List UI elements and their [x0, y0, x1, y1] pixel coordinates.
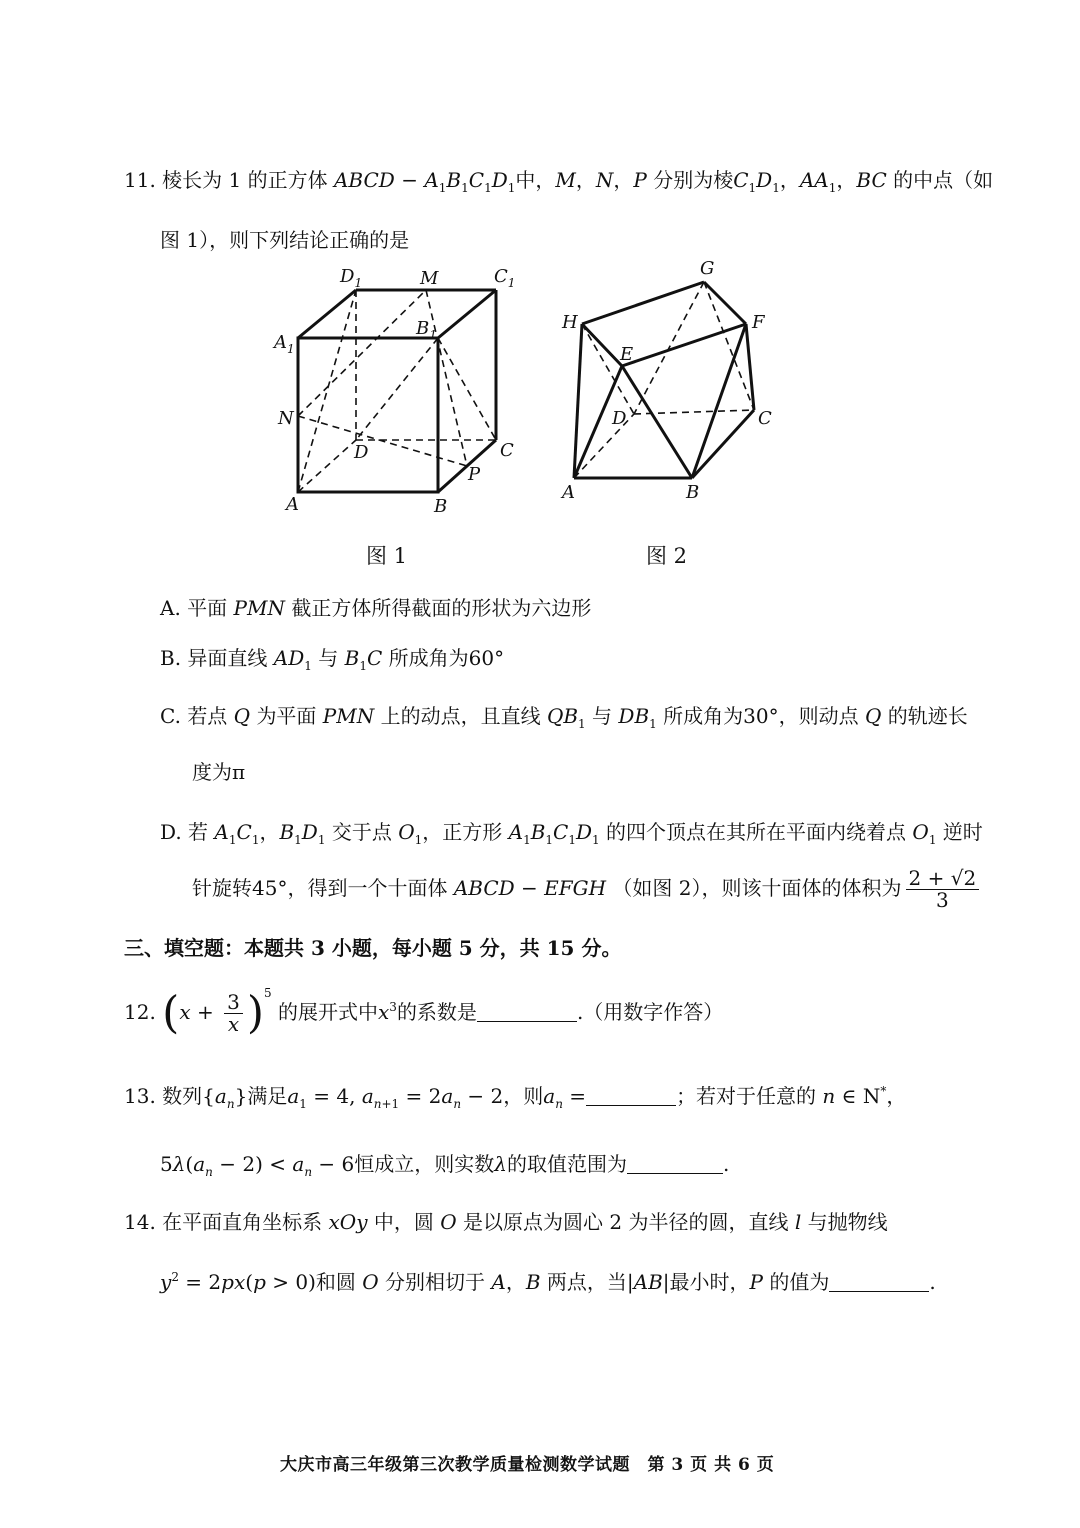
q12-answer-blank[interactable]: [477, 1000, 577, 1022]
fig1-label-C: C: [500, 440, 514, 461]
fig1-label-B: B: [434, 496, 448, 517]
fig1-label-B1: $B_1$: [416, 318, 437, 342]
option-c: C. 若点 Q 为平面 PMN 上的动点，且直线 $QB_1$ 与 $DB_1$ 所成角为30°，则动点 Q 的轨迹长: [160, 704, 968, 731]
q13-line1: 13. 数列$\{a_n\}$满足$a_1 = 4$, $a_{n+1} = 2a_n - 2$，则$a_n$ = ；若对于任意的 n ∈ N*，: [124, 1084, 907, 1111]
option-d-line2: 针旋转45°，得到一个十面体 ABCD − EFGH （如图 2），则该十面体的体积为 $\frac{2 + √2}{3}$: [192, 868, 983, 911]
fig1-label-M: M: [420, 268, 439, 289]
figure-1-caption: 图 1: [366, 544, 408, 568]
q14-answer-blank[interactable]: [829, 1270, 929, 1292]
fig1-label-P: P: [468, 464, 481, 485]
q11-line2: 图 1），则下列结论正确的是: [160, 228, 410, 252]
option-a: A. 平面 PMN 截正方体所得截面的形状为六边形: [160, 596, 592, 620]
fig1-label-A1: $A_1$: [274, 332, 295, 356]
q11-line1: 11. 棱长为 1 的正方体 ABCD − $A_1B_1C_1D_1$中，M，N，P 分别为棱$C_1D_1$，$AA_1$，BC 的中点（如: [124, 168, 994, 195]
q11-number: 11.: [124, 168, 156, 192]
q13-answer-blank-2[interactable]: [627, 1152, 723, 1174]
volume-fraction: $\frac{2 + √2}{3}$: [906, 868, 980, 911]
fig2-label-B: B: [686, 482, 700, 503]
fig1-label-D1: $D_1$: [340, 266, 363, 290]
page-footer: 大庆市高三年级第三次教学质量检测数学试题 第 3 页 共 6 页: [280, 1455, 775, 1475]
q12-line: 12. (x + $\frac{3}{x}$ )$^5$ 的展开式中$x^3$的系数是 .（用数字作答）: [124, 986, 724, 1039]
option-d: D. 若 $A_1C_1$，$B_1D_1$ 交于点 $O_1$，正方形 $A_1B_1C_1D_1$ 的四个顶点在其所在平面内绕着点 $O_1$ 逆时: [160, 820, 983, 847]
fig2-label-F: F: [752, 312, 765, 333]
option-b: B. 异面直线 $AD_1$ 与 $B_1C$ 所成角为60°: [160, 646, 505, 673]
option-c-line2: 度为π: [192, 760, 246, 784]
figure-2-caption: 图 2: [646, 544, 688, 568]
fig2-label-C: C: [758, 408, 772, 429]
fig1-label-N: N: [278, 408, 294, 429]
fig2-label-G: G: [700, 258, 715, 279]
figure-1-cube: [270, 258, 530, 522]
section-3-heading: 三、填空题：本题共 3 小题，每小题 5 分，共 15 分。: [124, 936, 622, 960]
fig1-label-A: A: [286, 494, 299, 515]
fig2-label-H: H: [562, 312, 578, 333]
fig1-label-C1: $C_1$: [494, 266, 516, 290]
q13-line2: $5\lambda(a_n - 2) < a_n - 6$恒成立，则实数λ的取值范围为 .: [160, 1152, 730, 1179]
fig1-label-D: D: [354, 442, 369, 463]
fig2-label-E: E: [620, 344, 634, 365]
q13-answer-blank-1[interactable]: [586, 1084, 676, 1106]
figure-2-decahedron: [556, 252, 780, 508]
fig2-label-D: D: [612, 408, 627, 429]
q14-line1: 14. 在平面直角坐标系 xOy 中，圆 O 是以原点为圆心 2 为半径的圆，直线 l 与抛物线: [124, 1210, 888, 1234]
q14-line2: $y^2 = 2px(p > 0)$和圆 O 分别相切于 A，B 两点，当|AB|最小时，P 的值为 .: [160, 1270, 936, 1294]
fig2-label-A: A: [562, 482, 575, 503]
